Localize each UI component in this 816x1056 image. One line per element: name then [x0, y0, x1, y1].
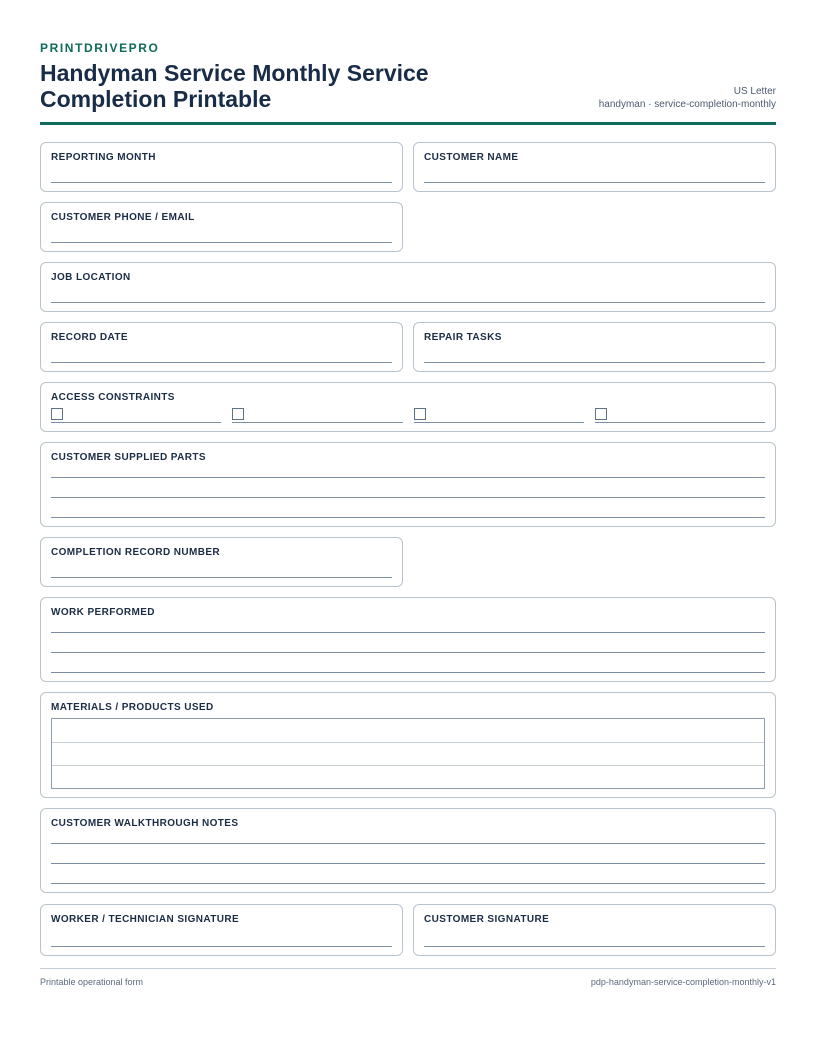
writing-line[interactable] [51, 843, 765, 844]
writing-line[interactable] [51, 517, 765, 518]
footer-note: Printable operational form [40, 977, 144, 987]
option-line[interactable] [414, 422, 584, 423]
writing-line[interactable] [51, 497, 765, 498]
writing-line[interactable] [424, 362, 765, 363]
writing-line[interactable] [51, 883, 765, 884]
field-label: JOB LOCATION [51, 272, 131, 283]
field-label: CUSTOMER SUPPLIED PARTS [51, 452, 206, 463]
customer-contact-field[interactable] [40, 202, 403, 252]
walkthrough-notes-field[interactable] [40, 808, 776, 893]
header-divider [40, 122, 776, 125]
writing-line[interactable] [51, 182, 392, 183]
checkbox[interactable] [595, 408, 607, 420]
customer-supplied-parts-field[interactable] [40, 442, 776, 527]
materials-used-field [40, 692, 776, 798]
brand-name: PRINTDRIVEPRO [40, 41, 160, 55]
customer-signature-field[interactable] [413, 904, 776, 956]
writing-line[interactable] [51, 362, 392, 363]
field-label: COMPLETION RECORD NUMBER [51, 547, 221, 558]
writing-line[interactable] [51, 632, 765, 633]
reporting-month-field[interactable] [40, 142, 403, 192]
writing-line[interactable] [424, 182, 765, 183]
page-title: Handyman Service Monthly Service Completion Printable [40, 60, 429, 112]
field-label: CUSTOMER SIGNATURE [424, 914, 550, 925]
checkbox[interactable] [232, 408, 244, 420]
access-option-2[interactable] [232, 407, 403, 423]
access-constraints-field [40, 382, 776, 432]
access-option-3[interactable] [414, 407, 584, 423]
option-line[interactable] [51, 422, 221, 423]
writing-line[interactable] [51, 477, 765, 478]
repair-tasks-field[interactable] [413, 322, 776, 372]
form-meta [599, 85, 776, 111]
field-label: REPORTING MONTH [51, 152, 156, 163]
access-option-1[interactable] [51, 407, 221, 423]
paper-size: US Letter [733, 86, 776, 97]
field-label: CUSTOMER PHONE / EMAIL [51, 212, 195, 223]
writing-line[interactable] [51, 672, 765, 673]
writing-line[interactable] [51, 302, 765, 303]
work-performed-field[interactable] [40, 597, 776, 682]
form-id: pdp-handyman-service-completion-monthly-v1 [590, 977, 776, 987]
completion-record-number-field[interactable] [40, 537, 403, 587]
field-label: ACCESS CONSTRAINTS [51, 392, 175, 403]
field-label: CUSTOMER NAME [424, 152, 519, 163]
writing-line[interactable] [51, 577, 392, 578]
signature-line[interactable] [51, 946, 392, 947]
job-location-field[interactable] [40, 262, 776, 312]
footer-divider [40, 968, 776, 969]
option-line[interactable] [232, 422, 403, 423]
field-label: RECORD DATE [51, 332, 128, 343]
access-option-4[interactable] [595, 407, 765, 423]
field-label: WORK PERFORMED [51, 607, 155, 618]
field-label: CUSTOMER WALKTHROUGH NOTES [51, 818, 239, 829]
checkbox[interactable] [414, 408, 426, 420]
worker-signature-field[interactable] [40, 904, 403, 956]
checkbox[interactable] [51, 408, 63, 420]
field-label: MATERIALS / PRODUCTS USED [51, 702, 214, 713]
signature-line[interactable] [424, 946, 765, 947]
writing-line[interactable] [51, 242, 392, 243]
field-label: REPAIR TASKS [424, 332, 502, 343]
record-date-field[interactable] [40, 322, 403, 372]
writing-line[interactable] [51, 652, 765, 653]
field-label: WORKER / TECHNICIAN SIGNATURE [51, 914, 240, 925]
customer-name-field[interactable] [413, 142, 776, 192]
materials-table[interactable] [51, 718, 765, 789]
writing-line[interactable] [51, 863, 765, 864]
table-row-divider [52, 742, 764, 743]
option-line[interactable] [595, 422, 765, 423]
table-row-divider [52, 765, 764, 766]
template-path: handyman · service-completion-monthly [598, 99, 776, 110]
